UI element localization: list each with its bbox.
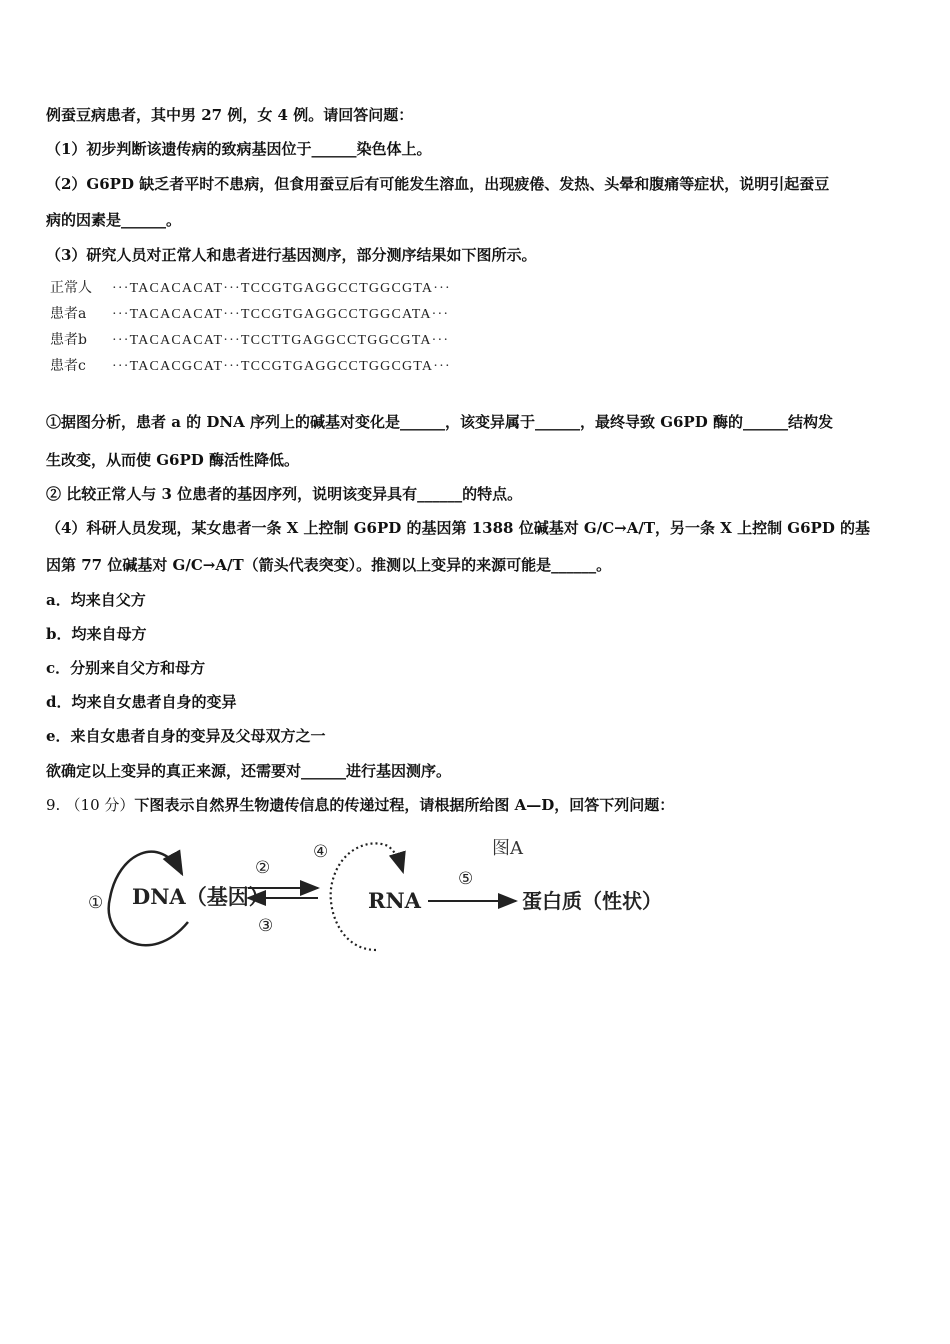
subquestion-1-line-2: 生改变，从而使 G6PD 酶活性降低。 <box>46 451 299 469</box>
option-d: d．均来自女患者自身的变异 <box>46 693 237 711</box>
option-e: e．来自女患者自身的变异及父母双方之一 <box>46 727 326 745</box>
label-1: ① <box>88 893 104 913</box>
sequence-row <box>50 303 449 323</box>
dna-label: DNA（基因） <box>132 884 270 909</box>
intro-line: 例蚕豆病患者，其中男 27 例，女 4 例。请回答问题： <box>46 106 414 124</box>
question-4-line-2: 因第 77 位碱基对 G/C→A/T（箭头代表突变）。推测以上变异的来源可能是______。 <box>46 556 612 574</box>
label-4: ④ <box>313 842 329 862</box>
question-9 <box>46 794 674 815</box>
sequence-text: ···TACACACAT···TCCGTGAGGCCTGGCGTA··· <box>112 281 451 296</box>
sequence-text: ···TACACACAT···TCCGTGAGGCCTGGCATA··· <box>112 307 450 322</box>
sequence-label: 患者a <box>50 306 87 322</box>
label-5: ⑤ <box>458 869 474 889</box>
question-number: 9. <box>46 796 61 814</box>
figure-label: 图A <box>492 838 523 859</box>
sequence-text: ···TACACGCAT···TCCGTGAGGCCTGGCGTA··· <box>112 359 451 374</box>
question-4-line-3: 欲确定以上变异的真正来源，还需要对______进行基因测序。 <box>46 762 452 780</box>
sequence-row <box>50 277 451 297</box>
question-4-line-1: （4）科研人员发现，某女患者一条 X 上控制 G6PD 的基因第 1388 位碱基对 G/C→A/T，另一条 X 上控制 G6PD 的基 <box>46 519 871 537</box>
option-b: b．均来自母方 <box>46 625 147 643</box>
sequence-row <box>50 355 451 375</box>
option-a: a．均来自父方 <box>46 591 146 609</box>
question-9-text: 下图表示自然界生物遗传信息的传递过程，请根据所给图 A—D，回答下列问题： <box>134 796 675 814</box>
sequence-text: ···TACACACAT···TCCTTGAGGCCTGGCGTA··· <box>112 333 450 348</box>
protein-label: 蛋白质（性状） <box>522 889 662 913</box>
genetic-info-diagram <box>0 828 950 968</box>
question-3: （3）研究人员对正常人和患者进行基因测序，部分测序结果如下图所示。 <box>46 246 537 264</box>
question-2-line-1: （2）G6PD 缺乏者平时不患病，但食用蚕豆后有可能发生溶血，出现疲倦、发热、头晕和腹痛等症状，说明引起蚕豆 <box>46 175 830 193</box>
question-1: （1）初步判断该遗传病的致病基因位于______染色体上。 <box>46 140 432 158</box>
question-score: （10 分） <box>65 796 135 814</box>
sequence-row <box>50 329 449 349</box>
question-2-line-2: 病的因素是______。 <box>46 211 182 229</box>
sequence-label: 患者c <box>50 358 86 374</box>
option-c: c．分别来自父方和母方 <box>46 659 206 677</box>
subquestion-2: ② 比较正常人与 3 位患者的基因序列，说明该变异具有______的特点。 <box>46 485 523 503</box>
subquestion-1-line-1: ①据图分析，患者 a 的 DNA 序列上的碱基对变化是______，该变异属于______，最终导致 G6PD 酶的______结构发 <box>46 413 833 431</box>
rna-label: RNA <box>368 888 421 913</box>
label-2: ② <box>255 858 271 878</box>
label-3: ③ <box>258 916 274 936</box>
sequence-label: 正常人 <box>50 280 92 296</box>
sequence-label: 患者b <box>50 332 87 348</box>
